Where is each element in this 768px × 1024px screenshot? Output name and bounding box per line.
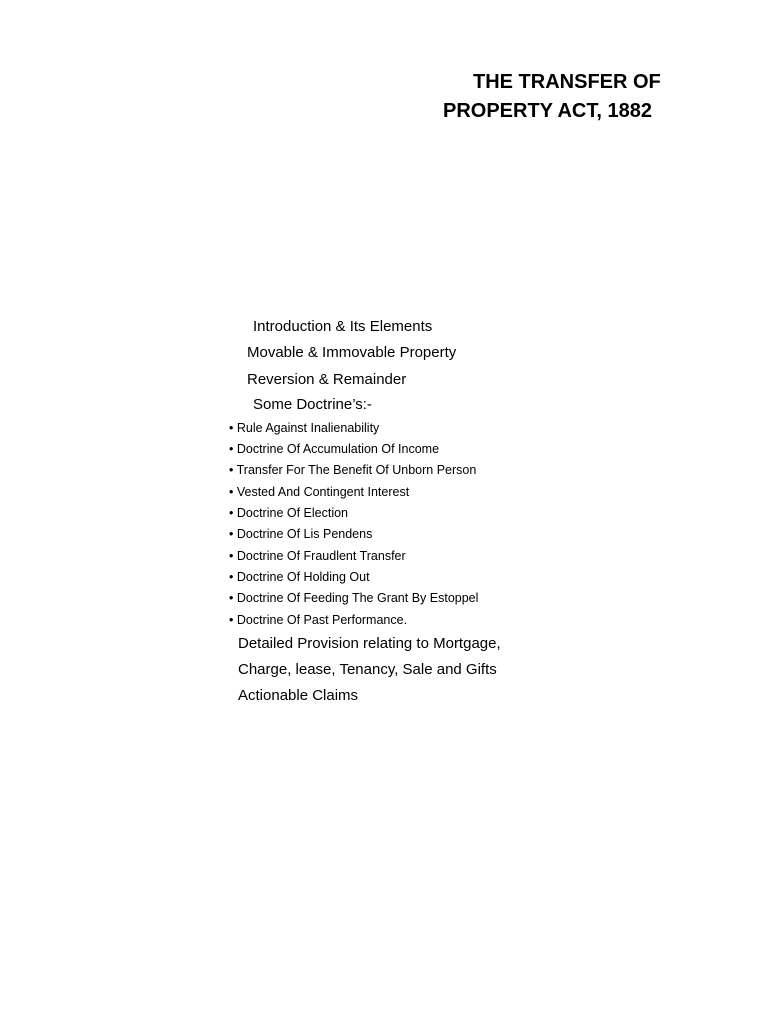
topic-reversion-remainder: Reversion & Remainder [247,371,407,388]
doctrine-list-item: • Doctrine Of Feeding The Grant By Estoppel [229,591,479,605]
closing-line-mortgage: Detailed Provision relating to Mortgage, [238,635,501,652]
document-title-line-1: THE TRANSFER OF [473,71,661,93]
doctrine-list-item: • Vested And Contingent Interest [229,485,410,499]
closing-line-actionable-claims: Actionable Claims [238,687,359,704]
topic-doctrines-heading: Some Doctrine’s:- [253,396,372,413]
doctrine-list-item: • Transfer For The Benefit Of Unborn Person [229,463,477,477]
topic-introduction: Introduction & Its Elements [253,318,433,335]
doctrine-list-item: • Doctrine Of Fraudlent Transfer [229,549,406,563]
doctrine-list-item: • Doctrine Of Accumulation Of Income [229,442,440,456]
doctrine-list-item: • Doctrine Of Election [229,506,349,520]
doctrine-list-item: • Rule Against Inalienability [229,421,380,435]
closing-line-charge-lease: Charge, lease, Tenancy, Sale and Gifts [238,661,497,678]
doctrine-list-item: • Doctrine Of Holding Out [229,570,370,584]
document-title-line-2: PROPERTY ACT, 1882 [443,100,652,122]
doctrine-list-item: • Doctrine Of Lis Pendens [229,527,373,541]
topic-movable-immovable-property: Movable & Immovable Property [247,344,457,361]
doctrine-list-item: • Doctrine Of Past Performance. [229,613,408,627]
